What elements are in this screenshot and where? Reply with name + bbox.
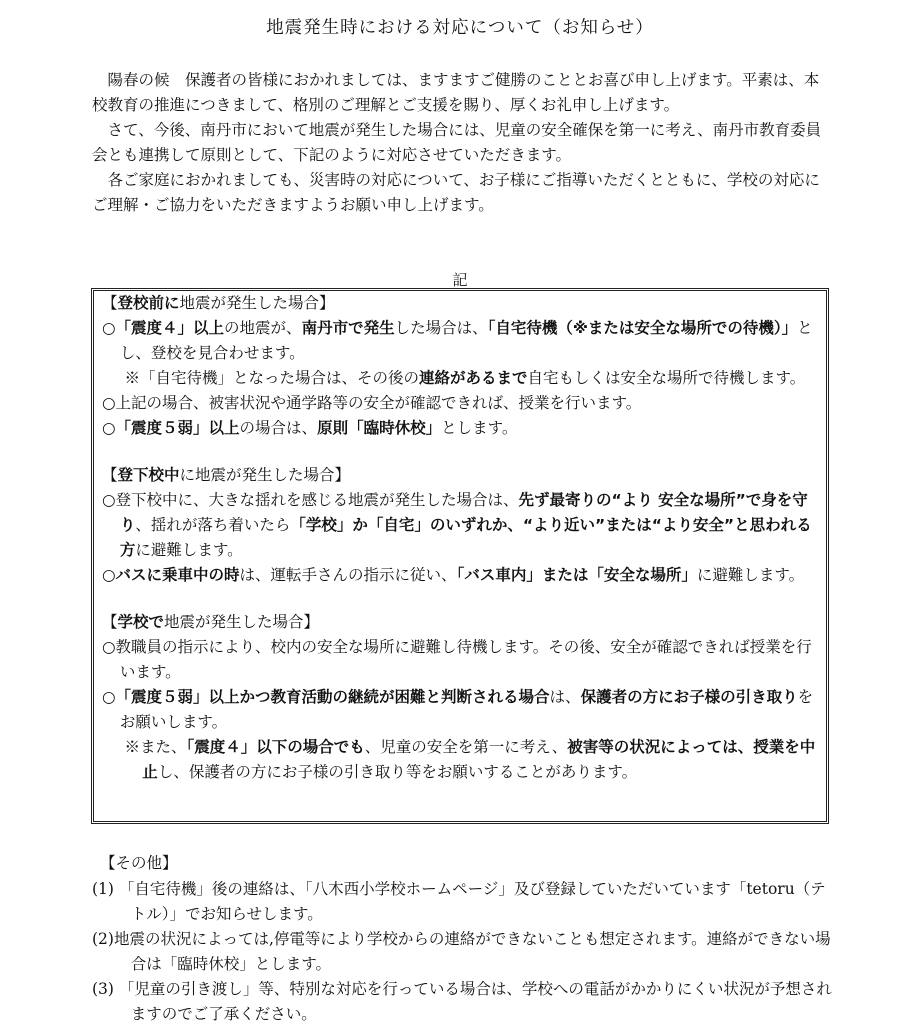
- list-item: ○「震度５弱」以上かつ教育活動の継続が困難と判断される場合は、保護者の方にお子様の引き取りをお願いします。: [102, 688, 814, 731]
- section-heading: 【登校前に地震が発生した場合】: [102, 294, 335, 312]
- list-item: ○登下校中に、大きな揺れを感じる地震が発生した場合は、先ず最寄りの“より 安全な場所”で身を守り、揺れが落ち着いたら「学校」か「自宅」のいずれか、“より近い”または“より安全”と思われる方に避難します。: [102, 491, 812, 559]
- section-commute: [102, 463, 820, 588]
- intro-paragraph: 陽春の候 保護者の皆様におかれましては、ますますご健勝のこととお喜び申し上げます。平素は、本校教育の推進につきまして、格別のご理解とご支援を賜り、厚くお礼申し上げます。: [92, 71, 820, 114]
- list-item: ○「震度４」以上の地震が、南丹市で発生した場合は、「自宅待機（※または安全な場所での待機）」とし、登校を見合わせます。: [102, 319, 813, 362]
- document-title: 地震発生時における対応について（お知らせ）: [266, 18, 654, 38]
- section-before-school: [102, 291, 820, 441]
- note-item: ※また、「震度４」以下の場合でも、児童の安全を第一に考え、被害等の状況によっては、授業を中止し、保護者の方にお子様の引き取り等をお願いすることがあります。: [124, 738, 816, 781]
- section-at-school: [102, 610, 820, 785]
- intro-section: [92, 68, 832, 218]
- intro-paragraph: さて、今後、南丹市において地震が発生した場合には、児童の安全確保を第一に考え、南丹市教育委員会とも連携して原則として、下記のように対応させていただきます。: [92, 121, 822, 164]
- list-item: ○上記の場合、被害状況や通学路等の安全が確認できれば、授業を行います。: [102, 394, 642, 412]
- other-item: (2)地震の状況によっては,停電等により学校からの連絡ができないことも想定されます。連絡ができない場合は「臨時休校」とします。: [92, 930, 831, 973]
- list-item: ○バスに乗車中の時は、運転手さんの指示に従い、「バス車内」または「安全な場所」に避難します。: [102, 566, 805, 584]
- list-item: ○教職員の指示により、校内の安全な場所に避難し待機します。その後、安全が確認できれば授業を行います。: [102, 638, 812, 681]
- ki-heading: 記: [452, 271, 468, 289]
- intro-paragraph: 各ご家庭におかれましても、災害時の対応について、お子様にご指導いただくとともに、学校の対応にご理解・ご協力をいただきますようお願い申し上げます。: [92, 171, 820, 214]
- other-item: (3) 「児童の引き渡し」等、特別な対応を行っている場合は、学校への電話がかかりにくい状況が予想されますのでご了承ください。: [92, 980, 832, 1023]
- other-heading: 【その他】: [100, 854, 178, 872]
- section-heading: 【学校で地震が発生した場合】: [102, 613, 320, 631]
- list-item: ○「震度５弱」以上の場合は、原則「臨時休校」とします。: [102, 419, 518, 437]
- note-item: ※「自宅待機」となった場合は、その後の連絡があるまで自宅もしくは安全な場所で待機します。: [124, 369, 806, 387]
- other-item: (1) 「自宅待機」後の連絡は、「八木西小学校ホームページ」及び登録していただいています「tetoru（テトル）」でお知らせします。: [92, 880, 826, 923]
- section-heading: 【登下校中に地震が発生した場合】: [102, 466, 351, 484]
- response-box: [91, 288, 829, 824]
- other-section: [92, 851, 834, 1027]
